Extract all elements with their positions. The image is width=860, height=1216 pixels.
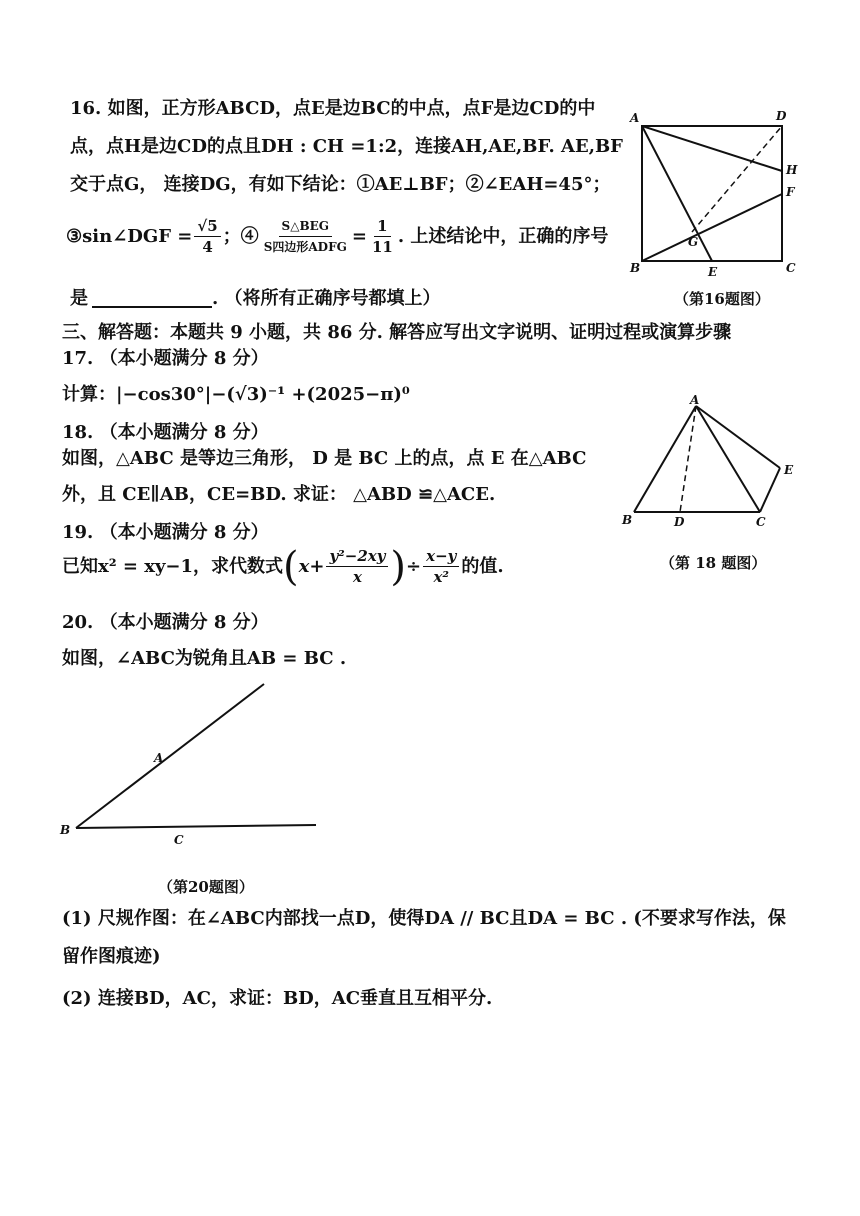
q19-right-paren: ) — [390, 543, 407, 590]
q19-left-paren: ( — [283, 543, 299, 590]
segment-ad-dashed — [680, 406, 696, 512]
fig16-label-a: A — [630, 111, 640, 125]
q20-part1-line2: 留作图痕迹) — [62, 946, 161, 967]
segment-ae — [696, 406, 780, 468]
q19-frac2-den: x² — [433, 568, 449, 586]
fig18-label-c: C — [756, 515, 766, 529]
q16-line5-pre: 是 — [70, 288, 88, 309]
fig16-label-e: E — [708, 265, 718, 279]
q19-frac1 — [326, 546, 388, 587]
q19-post: 的值. — [461, 555, 504, 577]
ray-ba — [76, 684, 264, 828]
q16-frac2-den: 11 — [371, 238, 393, 256]
q16-area-num: S△BEG — [279, 216, 332, 237]
q16-sin-text: ③sin∠DGF = — [66, 225, 193, 247]
q19-title: 19. （本小题满分 8 分） — [62, 522, 269, 543]
q18-title: 18. （本小题满分 8 分） — [62, 422, 269, 443]
segment-ab — [634, 406, 696, 512]
fig18-label-d: D — [674, 515, 685, 529]
q18-line2: 外，且 CE∥AB，CE=BD. 求证： △ABD ≌△ACE. — [62, 484, 496, 505]
q16-line5 — [70, 286, 441, 312]
fig18-label-e: E — [784, 463, 794, 477]
segment-ae — [642, 126, 712, 261]
ray-bc — [76, 825, 316, 828]
q20-figure-angle — [58, 676, 328, 846]
q18-line1: 如图，△ABC 是等边三角形， D 是 BC 上的点，点 E 在△ABC — [62, 448, 587, 469]
q16-line5-post: . （将所有正确序号都填上） — [212, 288, 441, 309]
q16-frac-area-ratio — [261, 216, 350, 257]
section3-header: 三、解答题：本题共 9 小题，共 86 分. 解答应写出文字说明、证明过程或演算步骤 — [62, 322, 732, 343]
segment-bf — [642, 194, 782, 261]
q16-area-den: S四边形ADFG — [263, 240, 347, 254]
fig18-label-a: A — [690, 394, 700, 407]
fig16-label-b: B — [630, 261, 641, 275]
q19-frac2 — [423, 546, 459, 587]
fig16-label-f: F — [786, 185, 795, 199]
q16-item4-marker: ；④ — [222, 225, 259, 247]
q16-answer-blank[interactable] — [92, 288, 212, 308]
q17-body: 计算：|−cos30°|−(√3)⁻¹ +(2025−π)⁰ — [62, 384, 410, 405]
q19-frac1-num: y²−2xy — [326, 546, 388, 567]
q19-body — [62, 543, 504, 590]
q20-part1-line1: (1) 尺规作图：在∠ABC内部找一点D，使得DA // BC且DA = BC . (不要求写作法，保 — [62, 908, 786, 929]
fig20-label-b: B — [60, 823, 71, 837]
fig20-label-a: A — [154, 751, 164, 765]
q16-line4 — [66, 216, 608, 257]
fig18-label-b: B — [622, 513, 633, 527]
q19-divide: ÷ — [406, 555, 422, 577]
q16-line3: 交于点G， 连接DG，有如下结论：①AE⊥BF；②∠EAH=45°； — [70, 174, 611, 195]
q16-figure-square — [628, 108, 800, 280]
q16-line1: 16. 如图，正方形ABCD，点E是边BC的中点，点F是边CD的中 — [70, 98, 596, 119]
q16-frac-1-over-11 — [369, 216, 396, 257]
q18-figure-triangle — [620, 394, 800, 534]
q20-figure-caption: （第20题图） — [158, 878, 254, 896]
q16-equals: = — [351, 225, 367, 247]
q19-frac1-den: x — [352, 568, 362, 586]
square-abcd — [642, 126, 782, 261]
q16-frac-num: √5 — [194, 216, 220, 237]
q16-line4-post: . 上述结论中，正确的序号 — [397, 225, 609, 247]
fig16-label-d: D — [776, 109, 787, 123]
q18-figure-caption: （第 18 题图） — [660, 554, 767, 572]
fig20-label-c: C — [174, 833, 184, 846]
q20-line1: 如图，∠ABC为锐角且AB = BC . — [62, 648, 347, 669]
q20-part2: (2) 连接BD，AC，求证：BD，AC垂直且互相平分. — [62, 988, 493, 1009]
q17-title: 17. （本小题满分 8 分） — [62, 348, 269, 369]
segment-ce — [760, 468, 780, 512]
fig16-label-h: H — [786, 163, 798, 177]
q19-pre: 已知x² = xy−1，求代数式 — [62, 555, 284, 577]
segment-ac — [696, 406, 760, 512]
fig16-label-g: G — [688, 235, 699, 249]
q20-title: 20. （本小题满分 8 分） — [62, 612, 269, 633]
q16-frac-den: 4 — [202, 238, 213, 256]
segment-ah — [642, 126, 782, 171]
fig16-label-c: C — [786, 261, 796, 275]
q16-frac2-num: 1 — [374, 216, 390, 237]
q16-figure-caption: （第16题图） — [674, 290, 770, 308]
q16-line2: 点，点H是边CD的点且DH : CH =1:2，连接AH,AE,BF. AE,BF — [70, 136, 623, 157]
q19-x-plus: x+ — [298, 555, 325, 577]
q19-frac2-num: x−y — [423, 546, 459, 567]
q16-frac-sqrt5-over-4 — [194, 216, 220, 257]
